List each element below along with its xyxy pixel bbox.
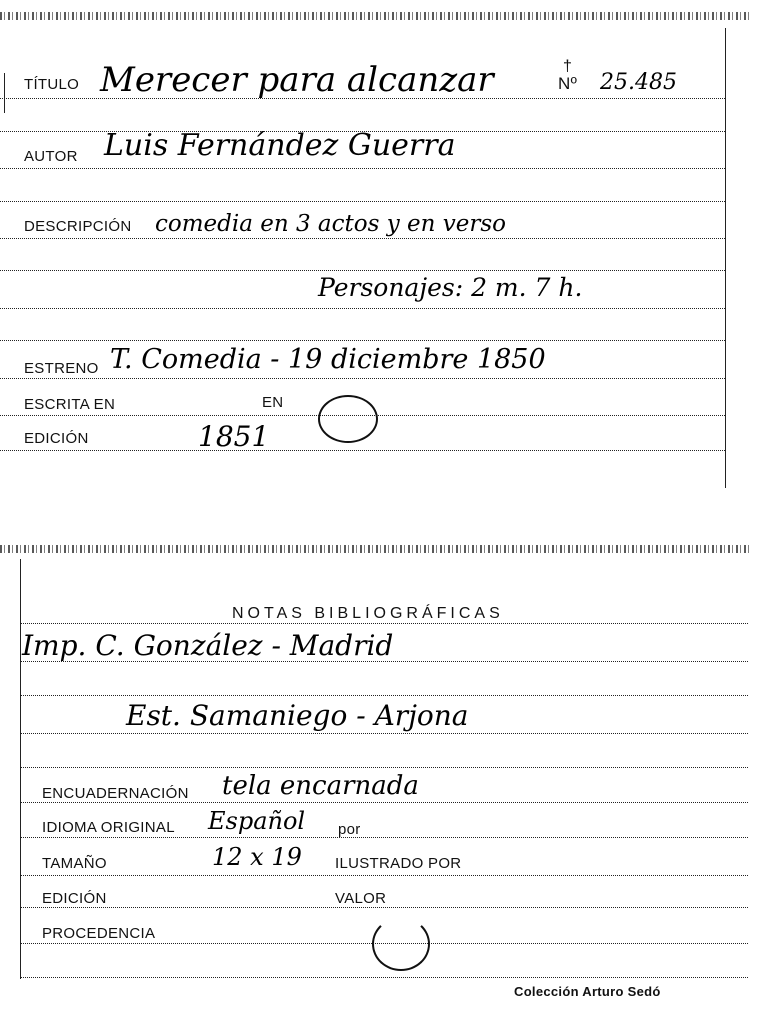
idioma-value: Español (208, 807, 306, 835)
procedencia-label: PROCEDENCIA (42, 925, 156, 942)
numero-mark: † (563, 58, 573, 75)
por-label: por (338, 821, 361, 838)
ilustrado-label: ILUSTRADO POR (335, 855, 462, 872)
edicion-value: 1851 (198, 420, 270, 453)
descripcion-value: comedia en 3 actos y en verso (155, 211, 507, 237)
rule-line (0, 270, 725, 271)
rule-line (0, 201, 725, 202)
card-left-tick (4, 73, 5, 113)
catalog-card-front (0, 18, 735, 488)
rule-line (20, 695, 748, 696)
tamano-label: TAMAÑO (42, 855, 107, 872)
valor-label: VALOR (335, 890, 387, 907)
rule-line (20, 837, 748, 838)
card-left-edge (20, 559, 21, 979)
edicion-label: EDICIÓN (42, 890, 107, 907)
stamp-circle (318, 395, 378, 443)
encuadernacion-value: tela encarnada (222, 771, 419, 801)
stamp-circle (372, 917, 430, 971)
rule-line (20, 767, 748, 768)
idioma-label: IDIOMA ORIGINAL (42, 819, 175, 836)
torn-edge-top (0, 12, 750, 20)
autor-label: AUTOR (24, 148, 78, 165)
rule-line (20, 623, 748, 624)
rule-line (20, 802, 748, 803)
estreno-label: ESTRENO (24, 360, 99, 377)
autor-value: Luis Fernández Guerra (104, 128, 456, 163)
rule-line (20, 977, 748, 978)
note-line-2: Est. Samaniego - Arjona (126, 699, 469, 732)
rule-line (20, 907, 748, 908)
descripcion-extra: Personajes: 2 m. 7 h. (318, 273, 583, 302)
rule-line (0, 308, 725, 309)
catalog-card-back (0, 545, 750, 1015)
edicion-label: EDICIÓN (24, 430, 89, 447)
encuadernacion-label: ENCUADERNACIÓN (42, 785, 189, 802)
numero-label: Nº (558, 74, 578, 93)
torn-edge-top (0, 545, 750, 553)
notas-heading: NOTAS BIBLIOGRÁFICAS (232, 605, 504, 622)
rule-line (0, 238, 725, 239)
descripcion-label: DESCRIPCIÓN (24, 218, 132, 235)
rule-line (0, 340, 725, 341)
en-label: EN (262, 394, 284, 411)
card-right-edge (725, 28, 726, 488)
estreno-value: T. Comedia - 19 diciembre 1850 (110, 344, 546, 375)
note-line-1: Imp. C. González - Madrid (22, 629, 394, 662)
tamano-value: 12 x 19 (212, 843, 302, 871)
collection-footer: Colección Arturo Sedó (514, 984, 661, 999)
titulo-value: Merecer para alcanzar (100, 60, 494, 100)
rule-line (20, 875, 748, 876)
escrita-en-label: ESCRITA EN (24, 396, 116, 413)
titulo-label: TÍTULO (24, 76, 80, 93)
rule-line (0, 168, 725, 169)
rule-line (0, 378, 725, 379)
numero-value: 25.485 (600, 70, 677, 95)
rule-line (0, 450, 725, 451)
rule-line (20, 733, 748, 734)
